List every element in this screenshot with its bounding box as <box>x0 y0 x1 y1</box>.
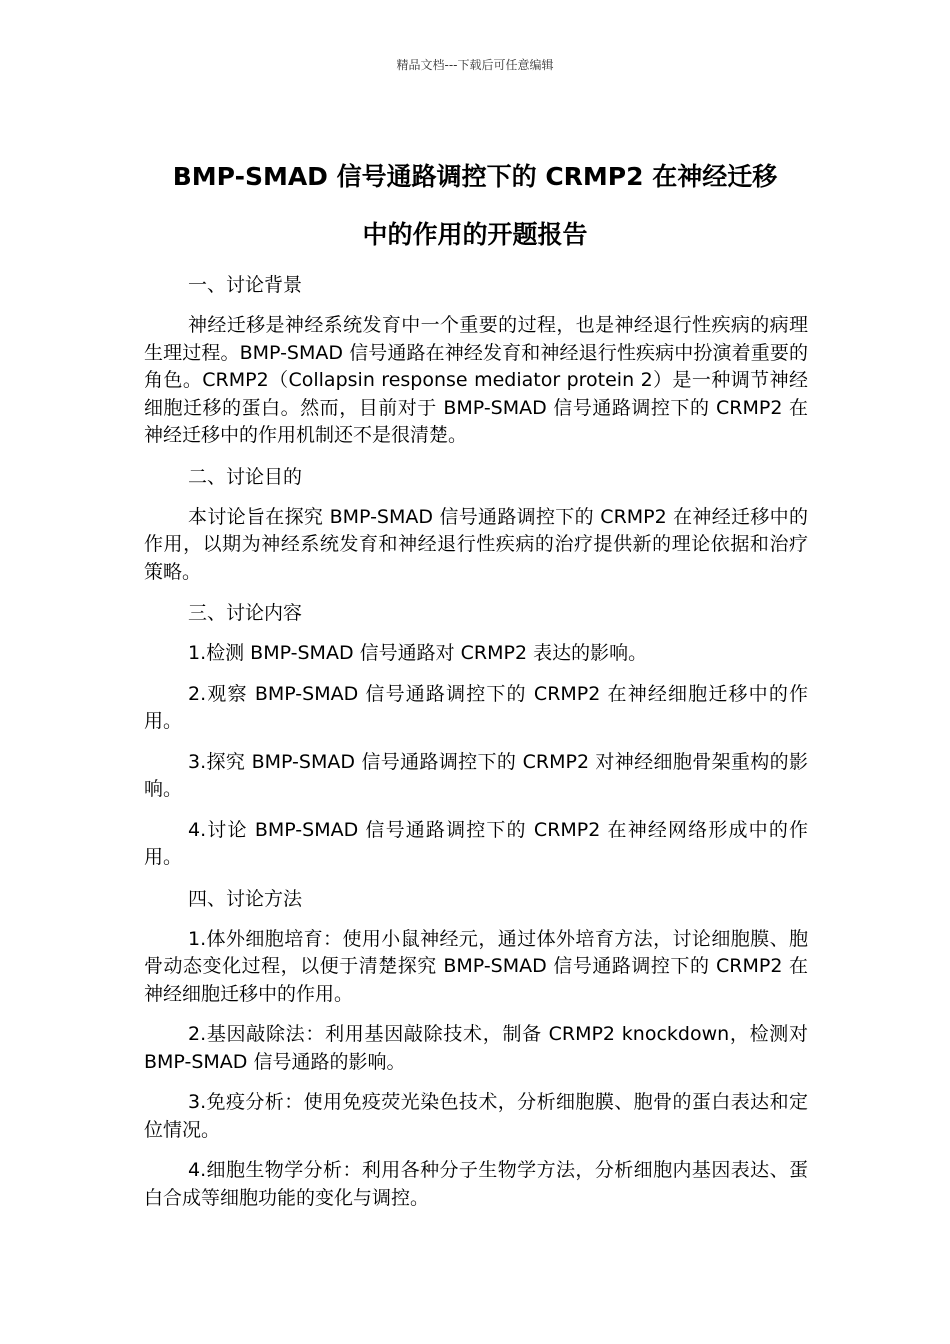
content-item: 3.探究 BMP-SMAD 信号通路调控下的 CRMP2 对神经细胞骨架重构的影响。 <box>144 750 808 800</box>
method-item: 3.免疫分析：使用免疫荧光染色技术，分析细胞膜、胞骨的蛋白表达和定位情况。 <box>144 1091 808 1141</box>
content-item: 1.检测 BMP-SMAD 信号通路对 CRMP2 表达的影响。 <box>188 642 648 664</box>
purpose-paragraph: 本讨论旨在探究 BMP-SMAD 信号通路调控下的 CRMP2 在神经迁移中的作用，以期为神经系统发育和神经退行性疾病的治疗提供新的理论依据和治疗策略。 <box>144 505 808 583</box>
document-title <box>130 148 820 264</box>
document-body <box>144 271 808 1225</box>
content-item: 4.讨论 BMP-SMAD 信号通路调控下的 CRMP2 在神经网络形成中的作用。 <box>144 818 808 868</box>
method-item: 4.细胞生物学分析：利用各种分子生物学方法，分析细胞内基因表达、蛋白合成等细胞功能的变化与调控。 <box>144 1159 808 1209</box>
title-line-2: 中的作用的开题报告 <box>362 219 588 249</box>
background-paragraph: 神经迁移是神经系统发育中一个重要的过程，也是神经退行性疾病的病理生理过程。BMP-SMAD 信号通路在神经发育和神经退行性疾病中扮演着重要的角色。CRMP2（Collapsin response mediator protein 2）是一种调节神经细胞迁移的蛋白。然而，目前对于 BMP-SMAD 信号通路调控下的 CRMP2 在神经迁移中的作用机制还不是很清楚。 <box>144 314 808 446</box>
section-heading-content: 三、讨论内容 <box>188 602 303 624</box>
section-heading-methods: 四、讨论方法 <box>188 887 303 910</box>
method-item: 2.基因敲除法：利用基因敲除技术，制备 CRMP2 knockdown，检测对 BMP-SMAD 信号通路的影响。 <box>144 1023 808 1073</box>
title-line-1: BMP-SMAD 信号通路调控下的 CRMP2 在神经迁移 <box>172 161 778 191</box>
content-item: 2.观察 BMP-SMAD 信号通路调控下的 CRMP2 在神经细胞迁移中的作用。 <box>144 682 808 732</box>
header-note: 精品文档---下载后可任意编辑 <box>396 58 554 72</box>
section-heading-purpose: 二、讨论目的 <box>188 465 303 488</box>
section-heading-background: 一、讨论背景 <box>188 274 303 296</box>
method-item: 1.体外细胞培育：使用小鼠神经元，通过体外培育方法，讨论细胞膜、胞骨动态变化过程，以便于清楚探究 BMP-SMAD 信号通路调控下的 CRMP2 在神经细胞迁移中的作用。 <box>144 927 808 1005</box>
